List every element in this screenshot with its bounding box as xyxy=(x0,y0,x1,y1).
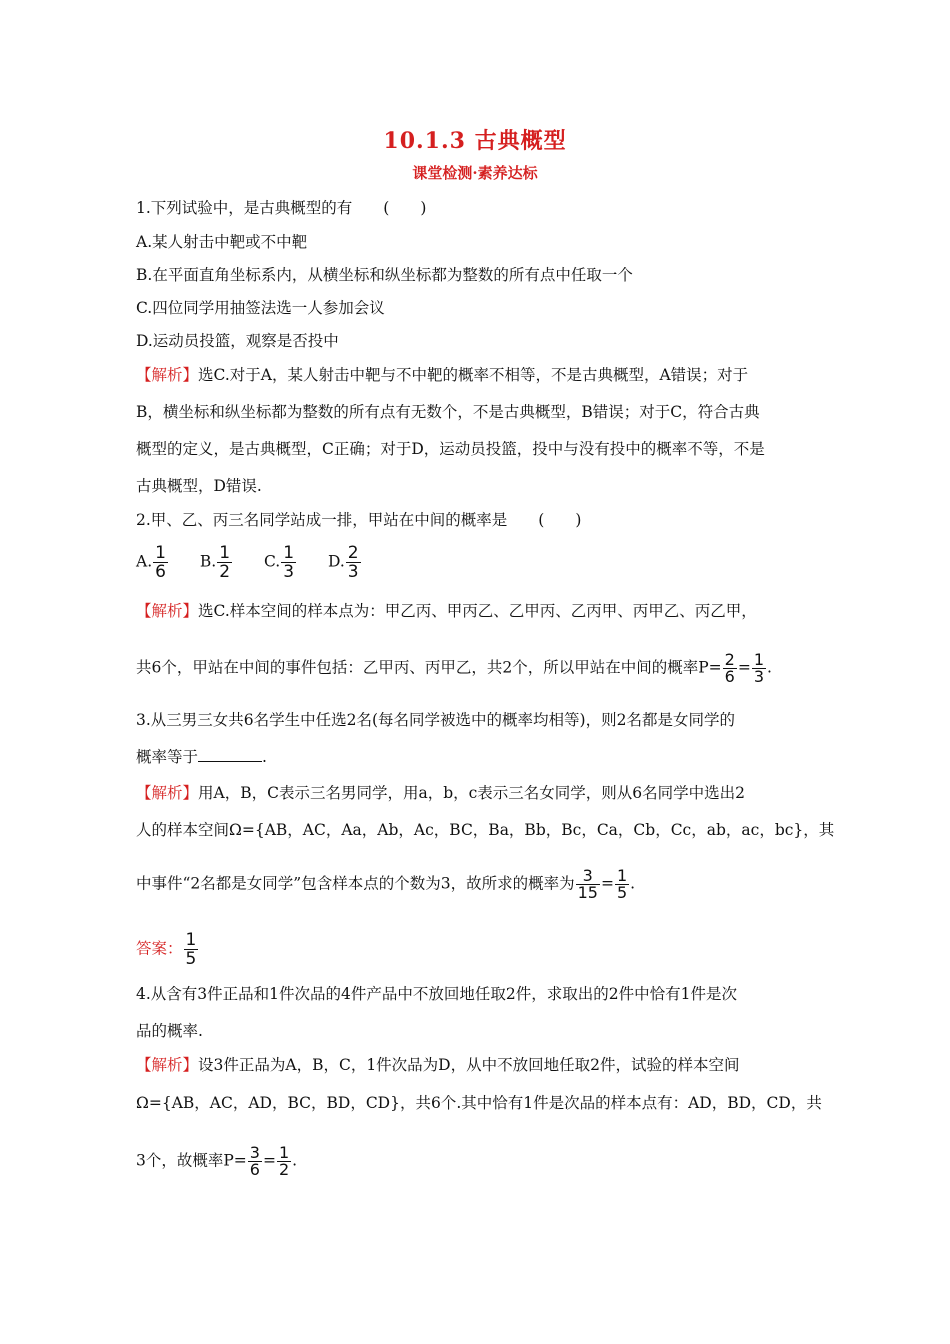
q3-answer-label: 答案： xyxy=(136,939,183,958)
q2-fraction-1: $\frac{2}{6}$ xyxy=(724,650,735,686)
q1-option-d: D.运动员投篮，观察是否投中 xyxy=(136,332,339,350)
q3-answer-line xyxy=(136,931,816,968)
q4-fraction-1: $\frac{3}{6}$ xyxy=(249,1143,260,1179)
q2-choice-c: C. $\frac{1}{3}$ xyxy=(263,543,295,582)
q3-fraction-2: $\frac{1}{5}$ xyxy=(616,866,628,902)
q4-fraction-2: $\frac{1}{2}$ xyxy=(278,1143,290,1179)
q1-solution-line-2: B，横坐标和纵坐标都为整数的所有点有无数个，不是古典概型，B错误；对于C，符合古典 xyxy=(136,403,760,421)
q2-solution-line-2: 共6个，甲站在中间的事件包括：乙甲丙、丙甲乙，共2个，所以甲站在中间的概率P= $\frac{2}{6}$ = $\frac{1}{3}$ . xyxy=(136,650,772,686)
q2-choice-a: A. $\frac{1}{6}$ xyxy=(136,543,166,582)
page-title: 10.1.3 古典概型 xyxy=(383,128,567,154)
q1-solution-line-1 xyxy=(136,364,816,386)
q1-option-b: B.在平面直角坐标系内，从横坐标和纵坐标都为整数的所有点中任取一个 xyxy=(136,266,633,284)
q4-stem-line-1: 4.从含有3件正品和1件次品的4件产品中不放回地任取2件，求取出的2件中恰有1件是次 xyxy=(136,985,737,1003)
q1-solution-line-3: 概型的定义，是古典概型，C正确；对于D，运动员投篮，投中与没有投中的概率不等，不是 xyxy=(136,440,765,458)
q4-solution-tag: 【解析】 xyxy=(136,1056,199,1074)
q4-solution-line-1 xyxy=(136,1054,816,1076)
q2-stem: 2.甲、乙、丙三名同学站成一排，甲站在中间的概率是 ( ) xyxy=(136,511,582,529)
page-subtitle: 课堂检测·素养达标 xyxy=(412,164,538,182)
q3-stem-line-2: 概率等于 . xyxy=(136,748,267,766)
q1-option-a: A.某人射击中靶或不中靶 xyxy=(136,233,308,251)
q3-answer-fraction: $\frac{1}{5}$ xyxy=(185,930,197,969)
q4-solution-line-2: Ω={AB，AC，AD，BC，BD，CD}，共6个.其中恰有1件是次品的样本点有：AD，BD，CD，共 xyxy=(136,1094,822,1112)
q3-solution-tag: 【解析】 xyxy=(136,784,199,802)
q4-solution-line-3: 3个，故概率P= $\frac{3}{6}$ = $\frac{1}{2}$ . xyxy=(136,1143,298,1179)
q2-choice-b: B. $\frac{1}{2}$ xyxy=(199,543,231,582)
q1-solution-text-1: 选C.对于A，某人射击中靶与不中靶的概率不相等，不是古典概型，A错误；对于 xyxy=(198,366,749,384)
q2-solution-tag: 【解析】 xyxy=(136,602,199,620)
q2-choice-d: D. $\frac{2}{3}$ xyxy=(327,543,359,582)
q3-answer-blank xyxy=(198,747,262,762)
q3-stem-line-1: 3.从三男三女共6名学生中任选2名(每名同学被选中的概率均相等)，则2名都是女同学的 xyxy=(136,711,735,729)
q2-fraction-2: $\frac{1}{3}$ xyxy=(753,650,765,686)
q2-solution-text-1: 选C.样本空间的样本点为：甲乙丙、甲丙乙、乙甲丙、乙丙甲、丙甲乙、丙乙甲， xyxy=(198,602,757,620)
q2-solution-line-1 xyxy=(136,600,816,622)
q3-fraction-1: $\frac{3}{15}$ xyxy=(577,866,598,902)
q1-option-c: C.四位同学用抽签法选一人参加会议 xyxy=(136,299,385,317)
q1-solution-line-4: 古典概型，D错误. xyxy=(136,477,262,495)
q2-choices xyxy=(136,544,816,581)
q1-stem: 1.下列试验中，是古典概型的有 ( ) xyxy=(136,199,427,217)
q4-solution-text-1: 设3件正品为A，B，C，1件次品为D，从中不放回地任取2件，试验的样本空间 xyxy=(198,1056,740,1074)
q3-solution-line-3: 中事件“2名都是女同学”包含样本点的个数为3，故所求的概率为 $\frac{3}{15}$ = $\frac{1}{5}$ . xyxy=(136,866,636,902)
q3-solution-line-1 xyxy=(136,782,816,804)
q1-solution-tag: 【解析】 xyxy=(136,366,199,384)
q3-solution-line-2: 人的样本空间Ω={AB，AC，Aa，Ab，Ac，BC，Ba，Bb，Bc，Ca，Cb，Cc，ab，ac，bc}，其 xyxy=(136,821,835,839)
q3-solution-text-1: 用A，B，C表示三名男同学，用a，b，c表示三名女同学，则从6名同学中选出2 xyxy=(198,784,746,802)
q4-stem-line-2: 品的概率. xyxy=(136,1022,203,1040)
